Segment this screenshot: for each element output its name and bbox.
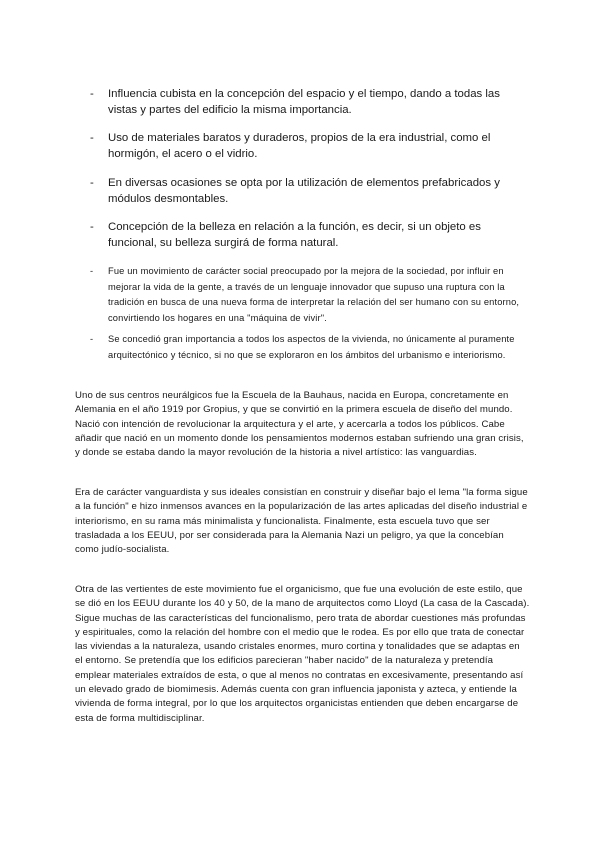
bullet-text: Concepción de la belleza en relación a la función, es decir, si un objeto es funcional, su belleza surgirá de forma natural. [108,221,481,249]
bullet-text: Uso de materiales baratos y duraderos, propios de la era industrial, como el hormigón, el acero o el vidrio. [108,132,491,160]
bullet-marker: - [90,177,94,189]
bullet-marker: - [90,334,94,344]
bullet-text: En diversas ocasiones se opta por la utilización de elementos prefabricados y módulos desmontables. [108,177,500,205]
bullet-marker: - [90,88,94,100]
paragraph-vanguard: Era de carácter vanguardista y sus ideales consistían en construir y diseñar bajo el lema "la forma sigue a la función" e hizo inmensos avances en la popularización de las artes aplicadas del diseño industrial e interiorismo, en su rama más minimalista y funcionalista. Finalmente, esta escuela tuvo que ser trasladada a los EEUU, por ser considerada para la Alemania Nazi un peligro, ya que la concebían como judío-socialista. [75,487,528,556]
bullet-marker: - [90,132,94,144]
bullet-text: Fue un movimiento de carácter social preocupado por la mejora de la sociedad, por influir en mejorar la vida de la gente, a través de un lenguaje innovador que supuso una ruptura con la tradición en busca de una nueva forma de interpretar la relación del ser humano con su entorno, convirtiendo los hogares en una "máquina de vivir". [108,266,520,323]
bullet-text: Influencia cubista en la concepción del espacio y el tiempo, dando a todas las vistas y partes del edificio la misma importancia. [108,88,500,116]
bullet-marker: - [90,266,94,276]
bullet-marker: - [90,221,94,233]
paragraph-organicism: Otra de las vertientes de este movimiento fue el organicismo, que fue una evolución de este estilo, que se dió en los EEUU durante los 40 y 50, de la mano de arquitectos como Lloyd (La casa de la Cascada). Sigue muchas de las características del funcionalismo, pero trata de abordar cuestiones más profundas y espirituales, como la relación del hombre con el medio que le rodea. Es por ello que trata de conectar las viviendas a la naturaleza, usando cristales enormes, muro cortina y tonalidades que se adaptas en el entorno. Se pretendía que los edificios parecieran "haber nacido" de la naturaleza y pretendía emplear materiales extraídos de esta, o que al menos no contratas en excesivamente, presentando así un elevado grado de biomimesis. Además cuenta con gran influencia japonista y azteca, y entiende la vivienda de forma integral, por lo que los arquitectos organicistas entienden que deben encargarse de esta de forma multidisciplinar. [75,584,530,724]
bullet-text: Se concedió gran importancia a todos los aspectos de la vivienda, no únicamente al puramente arquitectónico y técnico, si no que se exploraron en los ámbitos del urbanismo e interiorismo. [108,334,515,360]
paragraph-bauhaus: Uno de sus centros neurálgicos fue la Escuela de la Bauhaus, nacida en Europa, concretamente en Alemania en el año 1919 por Gropius, y que se convirtió en la primera escuela de diseño del mundo. Nació con intención de revolucionar la arquitectura y el arte, y acercarla a todos los públicos. Cabe añadir que nació en un momento donde los pensamientos modernos estaban sufriendo una gran crisis, y donde se estaba dando la mayor revolución de la historia a nivel artístico: las vanguardias. [75,390,524,459]
